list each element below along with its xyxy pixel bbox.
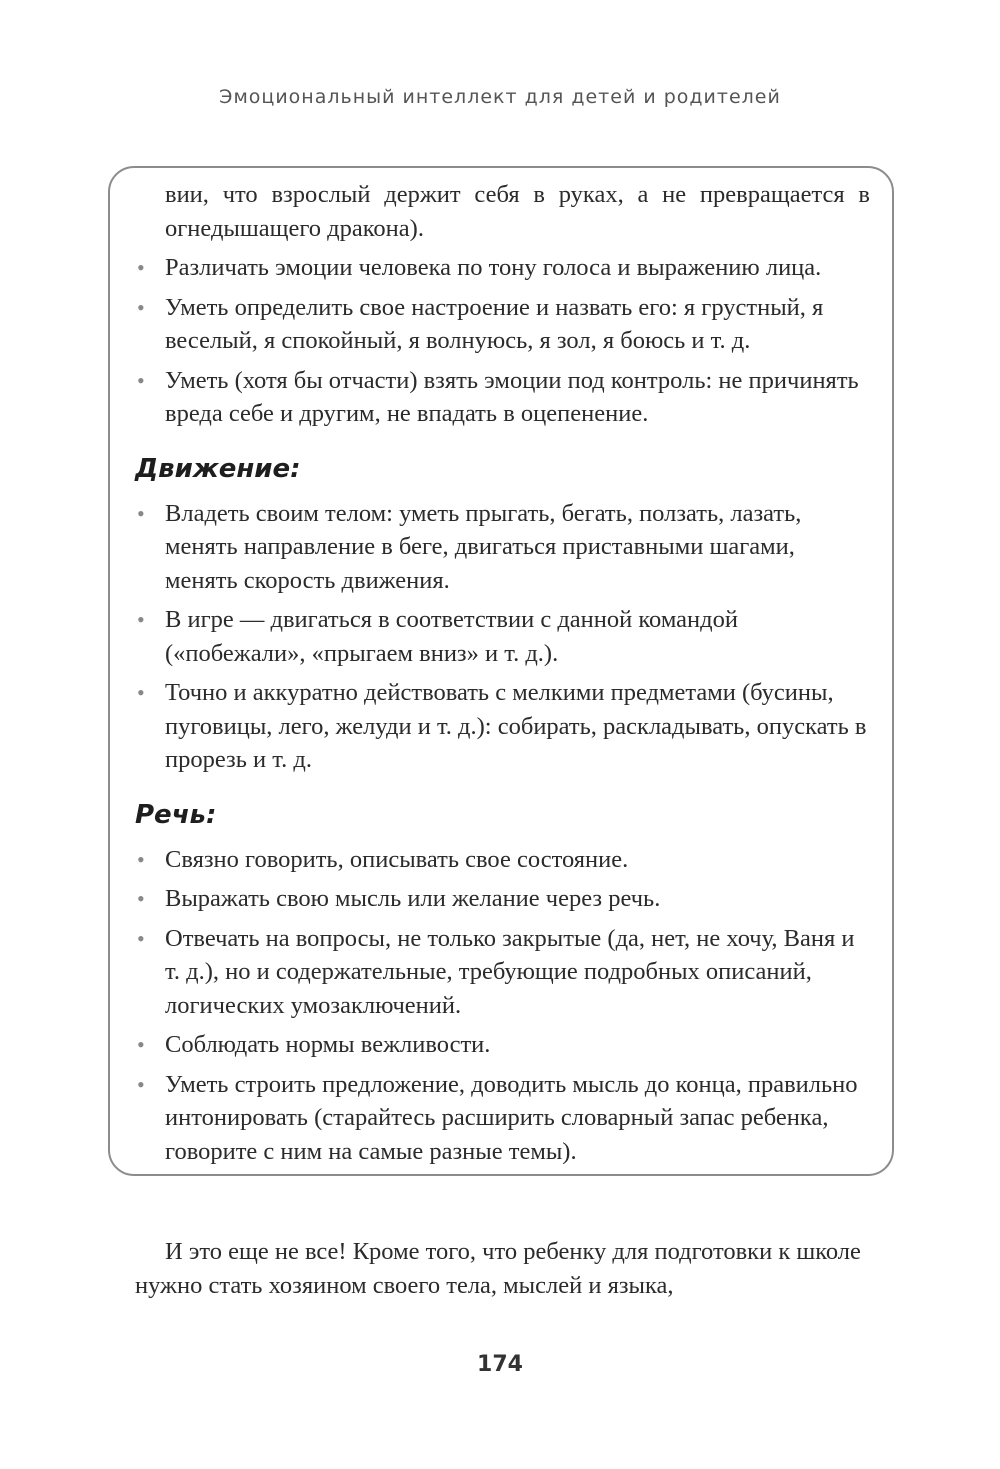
checklist-content [135, 178, 870, 1174]
bullet-icon: • [137, 680, 145, 705]
list-item [135, 497, 870, 598]
list-item-text: Соблюдать нормы вежливости. [165, 1031, 491, 1058]
list-item-text: Владеть своим телом: уметь прыгать, бегать, ползать, лазать, менять направление в беге, двигаться приставными шагами, менять скорость движения. [165, 499, 802, 594]
list-item [135, 251, 870, 285]
list-item [135, 291, 870, 358]
body-paragraph: И это еще не все! Кроме того, что ребенку для подготовки к школе нужно стать хозяином своего тела, мыслей и языка, [135, 1238, 861, 1299]
list-item [135, 843, 870, 877]
section-heading-speech: Речь: [135, 799, 217, 830]
bullet-icon: • [137, 846, 145, 872]
page-number: 174 [477, 1352, 523, 1377]
list-item-text: Уметь определить свое настроение и назвать его: я грустный, я веселый, я спокойный, я волнуюсь, я зол, я боюсь и т. д. [165, 293, 824, 354]
list-item-text: Различать эмоции человека по тону голоса и выражению лица. [165, 254, 822, 281]
bullet-icon: • [137, 367, 145, 393]
bullet-icon: • [137, 1032, 145, 1057]
intro-continuation: вии, что взрослый держит себя в руках, а не превращается в огнедышащего дракона). [165, 181, 870, 242]
list-item [135, 364, 870, 431]
list-item [135, 676, 870, 777]
bullet-icon: • [137, 1071, 145, 1097]
list-item-text: Связно говорить, описывать свое состояние. [165, 845, 629, 873]
bullet-icon: • [137, 886, 145, 911]
bullet-icon: • [137, 255, 145, 280]
running-head-title: Эмоциональный интеллект для детей и родителей [219, 86, 781, 108]
list-item-text: Уметь строить предложение, доводить мысль до конца, правильно интонировать (старайтесь расширить словарный запас ребенка, говорите с ним на самые разные темы). [165, 1070, 858, 1165]
list-item-text: Точно и аккуратно действовать с мелкими предметами (бусины, пуговицы, лего, желуди и т. д.): собирать, раскладывать, опускать в прорезь и т. д. [165, 679, 867, 773]
list-item [135, 922, 870, 1023]
list-item-text: Выражать свою мысль или желание через речь. [165, 885, 661, 912]
bullet-icon: • [137, 607, 145, 632]
list-item-text: Отвечать на вопросы, не только закрытые (да, нет, не хочу, Ваня и т. д.), но и содержательные, требующие подробных описаний, логических умозаключений. [165, 924, 855, 1019]
list-item [135, 603, 870, 670]
bullet-icon: • [137, 925, 145, 951]
list-item [135, 1068, 870, 1169]
section-heading-movement: Движение: [135, 453, 301, 484]
list-item-text: В игре — двигаться в соответствии с данной командой («побежали», «прыгаем вниз» и т. д.). [165, 606, 738, 667]
bullet-icon: • [137, 500, 145, 526]
bullet-icon: • [137, 294, 145, 320]
list-item [135, 882, 870, 916]
list-item [135, 1028, 870, 1062]
list-item-text: Уметь (хотя бы отчасти) взять эмоции под контроль: не причинять вреда себе и другим, не впадать в оцепенение. [165, 366, 859, 427]
